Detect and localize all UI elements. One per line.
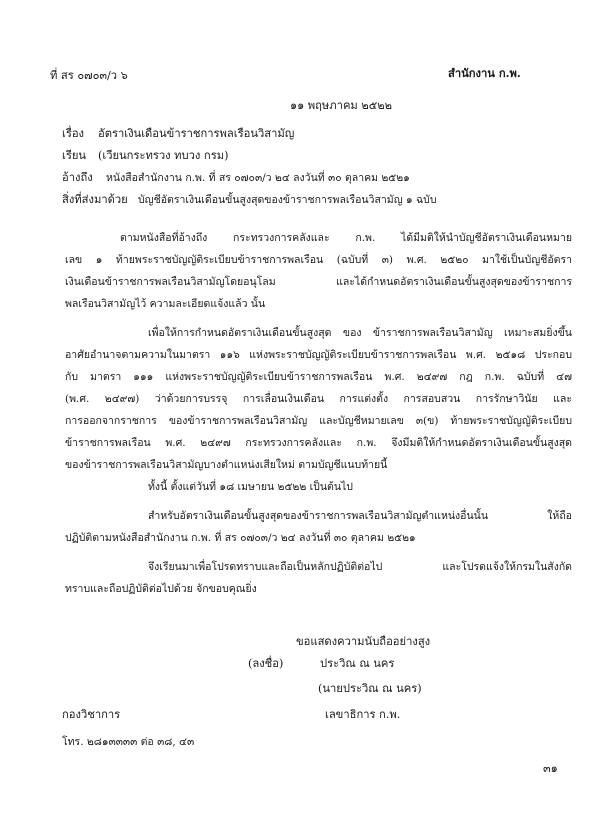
page-number: ๓๑ (543, 762, 558, 775)
office-name: สำนักงาน ก.พ. (448, 66, 521, 80)
signer-position: เลขาธิการ ก.พ. (325, 708, 401, 721)
signed-prefix: (ลงชื่อ) (248, 657, 284, 670)
document-number: ที่ สร ๐๗๐๓/ว ๖ (50, 69, 128, 82)
body-line: (พ.ศ. ๒๔๙๗) ว่าด้วยการบรรจุ การเลื่อนเงินเดือน การแต่งตั้ง การสอบสวน การรักษาวินัย และ (65, 393, 572, 405)
phone-line: โทร. ๒๘๑๓๓๓๓ ต่อ ๓๘, ๔๓ (62, 736, 195, 748)
body-line: เงินเดือนข้าราชการพลเรือนวิสามัญโดยอนุโลม และได้กำหนดอัตราเงินเดือนขั้นสูงสุดของข้าราชการ (65, 276, 572, 288)
body-line: ปฏิบัติตามหนังสือสำนักงาน ก.พ. ที่ สร ๐๗๐๓/ว ๒๔ ลงวันที่ ๓๐ ตุลาคม ๒๕๒๑ (65, 532, 416, 544)
reference-label: อ้างถึง (62, 171, 93, 184)
recipient-label: เรียน (62, 149, 87, 162)
body-line: การออกจากราชการ ของข้าราชการพลเรือนวิสามัญ และบัญชีหมายเลข ๓(ข) ท้ายพระราชบัญญัติระเบียบ (65, 415, 572, 427)
enclosure-label: สิ่งที่ส่งมาด้วย (62, 193, 128, 206)
body-line: กับ มาตรา ๑๑๑ แห่งพระราชบัญญัติระเบียบข้าราชการพลเรือน พ.ศ. ๒๔๙๗ กฎ ก.พ. ฉบับที่ ๔๗ (65, 371, 572, 383)
signer-name: (นายประวิณ ณ นคร) (318, 682, 422, 695)
body-line: จึงเรียนมาเพื่อโปรดทราบและถือเป็นหลักปฏิบัติต่อไป และโปรดแจ้งให้กรมในสังกัด (148, 561, 572, 573)
recipient-text: (เวียนกระทรวง ทบวง กรม) (98, 149, 229, 162)
subject-label: เรื่อง (62, 127, 85, 140)
signer-signature-name: ประวิณ ณ นคร (320, 657, 395, 670)
reference-text: หนังสือสำนักงาน ก.พ. ที่ สร ๐๗๐๓/ว ๒๔ ลงวันที่ ๓๐ ตุลาคม ๒๕๒๑ (106, 172, 410, 184)
closing-salutation: ขอแสดงความนับถืออย่างสูง (296, 635, 431, 648)
body-line: ของข้าราชการพลเรือนวิสามัญบางตำแหน่งเสียใหม่ ตามบัญชีแนบท้ายนี้ (65, 459, 388, 471)
subject-text: อัตราเงินเดือนข้าราชการพลเรือนวิสามัญ (98, 127, 295, 140)
body-line: ข้าราชการพลเรือน พ.ศ. ๒๔๙๗ กระทรวงการคลังและ ก.พ. จึงมีมติให้กำหนดอัตราเงินเดือนขั้นสูงสุด (65, 437, 572, 449)
body-line: สำหรับอัตราเงินเดือนขั้นสูงสุดของข้าราชการพลเรือนวิสามัญตำแหน่งอื่นนั้น ให้ถือ (148, 510, 572, 522)
division-name: กองวิชาการ (62, 708, 121, 721)
body-line: เลข ๑ ท้ายพระราชบัญญัติระเบียบข้าราชการพลเรือน (ฉบับที่ ๓) พ.ศ. ๒๕๒๐ มาใช้เป็นบัญชีอัตรา (65, 254, 572, 266)
body-line: ทั้งนี้ ตั้งแต่วันที่ ๑๘ เมษายน ๒๕๒๒ เป็นต้นไป (148, 481, 353, 493)
body-line: ตามหนังสือที่อ้างถึง กระทรวงการคลังและ ก.พ. ได้มีมติให้นำบัญชีอัตราเงินเดือนหมาย (120, 232, 572, 244)
body-line: อาศัยอำนาจตามความในมาตรา ๑๑๖ แห่งพระราชบัญญัติระเบียบข้าราชการพลเรือน พ.ศ. ๒๕๑๘ ประกอบ (65, 349, 572, 361)
body-line: เพื่อให้การกำหนดอัตราเงินเดือนขั้นสูงสุด ของ ข้าราชการพลเรือนวิสามัญ เหมาะสมยิ่งขึ้น (148, 327, 572, 339)
body-line: ทราบและถือปฏิบัติต่อไปด้วย จักขอบคุณยิ่ง (65, 583, 257, 595)
document-date: ๑๑ พฤษภาคม ๒๕๒๒ (290, 99, 392, 112)
enclosure-text: บัญชีอัตราเงินเดือนขั้นสูงสุดของข้าราชการพลเรือนวิสามัญ ๑ ฉบับ (138, 194, 437, 206)
body-line: พลเรือนวิสามัญไว้ ความละเอียดแจ้งแล้ว นั้น (65, 298, 266, 310)
